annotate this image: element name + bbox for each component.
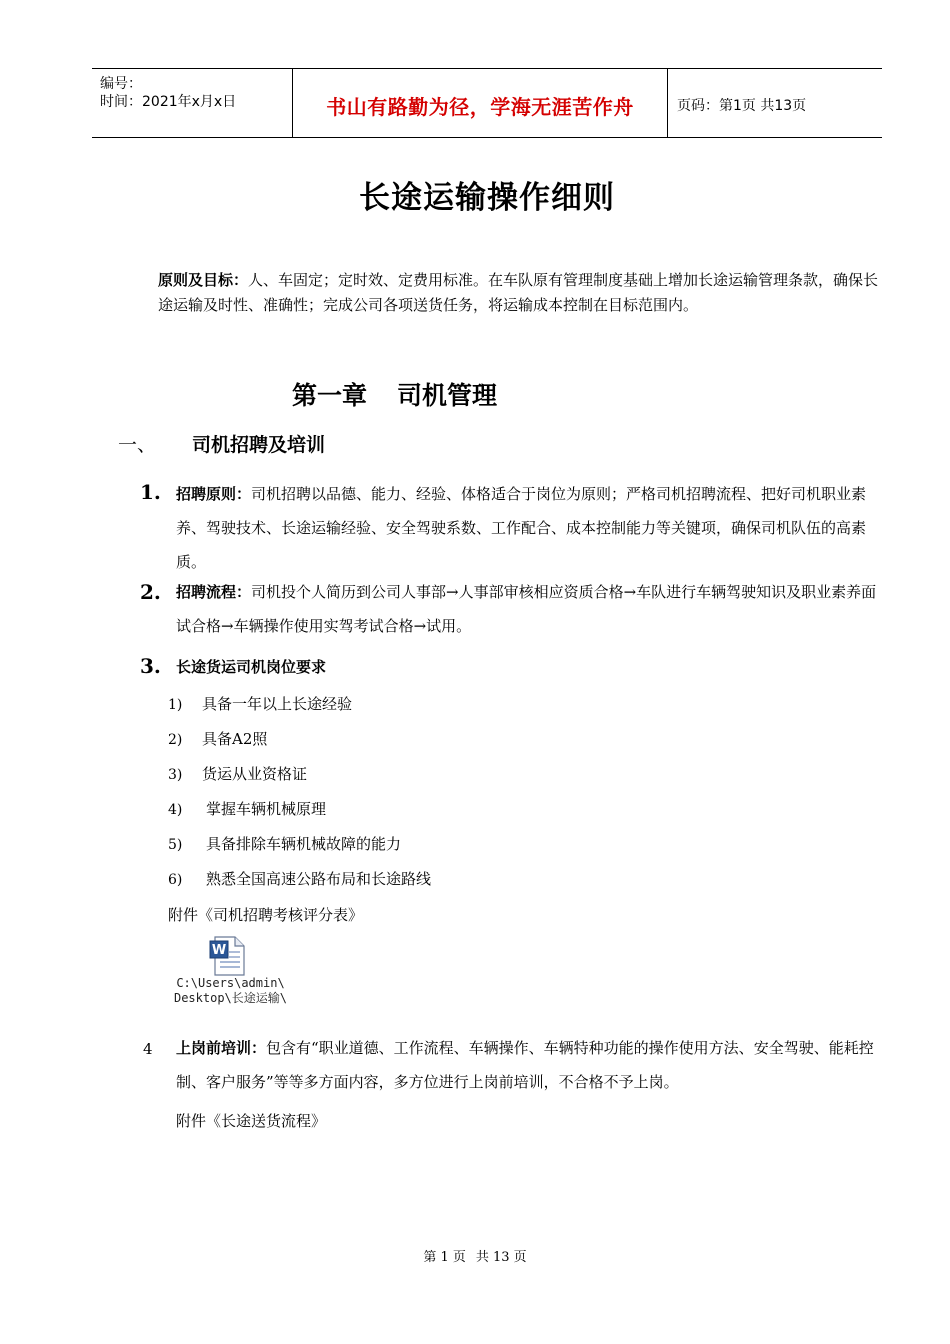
requirement-number: 4) <box>168 802 183 818</box>
requirement-item <box>168 693 352 714</box>
file-path-line: C:\Users\admin\ <box>176 976 285 990</box>
item-text: 包含有“职业道德、工作流程、车辆操作、车辆特种功能的操作使用方法、安全驾驶、能耗控制、客户服务”等等多方面内容，多方位进行上岗前培训，不合格不予上岗。 <box>176 1039 874 1091</box>
requirement-item <box>168 763 307 784</box>
requirement-item <box>168 728 267 749</box>
item-label: 招聘流程： <box>176 583 252 601</box>
principle-label: 原则及目标： <box>158 271 249 289</box>
requirement-number: 5) <box>168 837 183 853</box>
item-number: 3. <box>140 654 161 678</box>
file-path-line: Desktop\长途运输\ <box>173 991 288 1005</box>
item-number: 2. <box>140 580 161 604</box>
requirement-number: 1) <box>168 697 183 713</box>
requirement-item <box>168 833 401 854</box>
attachment-note: 附件《司机招聘考核评分表》 <box>168 906 364 924</box>
doc-time-label: 时间：2021年x月x日 <box>100 94 237 110</box>
item-number: 4 <box>143 1040 153 1058</box>
attachment-note: 附件《长途送货流程》 <box>176 1112 327 1130</box>
footer-total: 共 13 页 <box>475 1250 527 1265</box>
list-item <box>176 650 884 684</box>
document-title: 长途运输操作细则 <box>359 180 615 216</box>
item-number: 1. <box>140 480 161 504</box>
chapter-name: 司机管理 <box>397 381 498 410</box>
requirement-item <box>168 868 431 889</box>
file-caption[interactable] <box>168 976 293 1006</box>
page-footer <box>0 1246 950 1265</box>
requirement-text: 具备A2照 <box>202 730 268 748</box>
header-page-info: 页码：第1页 共13页 <box>677 98 807 114</box>
doc-number-label: 编号： <box>100 76 142 92</box>
requirement-text: 熟悉全国高速公路布局和长途路线 <box>206 870 432 888</box>
requirement-text: 具备一年以上长途经验 <box>202 695 353 713</box>
header-page-cell <box>667 69 882 137</box>
requirement-item <box>168 798 326 819</box>
chapter-number: 第一章 <box>292 381 368 410</box>
word-document-icon[interactable] <box>209 936 247 976</box>
requirement-text: 具备排除车辆机械故障的能力 <box>206 835 402 853</box>
requirement-number: 6) <box>168 872 183 888</box>
principle-text: 人、车固定；定时效、定费用标准。在车队原有管理制度基础上增加长途运输管理条款，确保长途运输及时性、准确性；完成公司各项送货任务，将运输成本控制在目标范围内。 <box>158 271 879 314</box>
item-label: 长途货运司机岗位要求 <box>176 658 327 676</box>
list-item <box>176 575 884 643</box>
principle-paragraph <box>158 268 884 318</box>
svg-text:W: W <box>211 943 227 958</box>
section-title: 司机招聘及培训 <box>192 434 326 456</box>
document-header <box>92 68 882 138</box>
header-motto: 书山有路勤为径，学海无涯苦作舟 <box>326 95 634 119</box>
header-left-cell <box>92 69 292 137</box>
list-item <box>176 1031 884 1099</box>
chapter-heading <box>292 376 497 412</box>
item-text: 司机招聘以品德、能力、经验、体格适合于岗位为原则；严格司机招聘流程、把好司机职业素养、驾驶技术、长途运输经验、安全驾驶系数、工作配合、成本控制能力等关键项，确保司机队伍的高素质。 <box>176 485 867 571</box>
item-label: 招聘原则： <box>176 485 252 503</box>
list-item <box>176 477 884 579</box>
section-number: 一、 <box>118 434 157 456</box>
footer-page: 第 1 页 <box>423 1250 466 1265</box>
requirement-text: 掌握车辆机械原理 <box>206 800 327 818</box>
requirement-number: 3) <box>168 767 183 783</box>
requirement-number: 2) <box>168 732 183 748</box>
header-motto-cell <box>292 69 668 137</box>
requirement-text: 货运从业资格证 <box>202 765 308 783</box>
item-text: 司机投个人简历到公司人事部→人事部审核相应资质合格→车队进行车辆驾驶知识及职业素养面试合格→车辆操作使用实驾考试合格→试用。 <box>176 583 877 635</box>
item-label: 上岗前培训： <box>176 1039 267 1057</box>
